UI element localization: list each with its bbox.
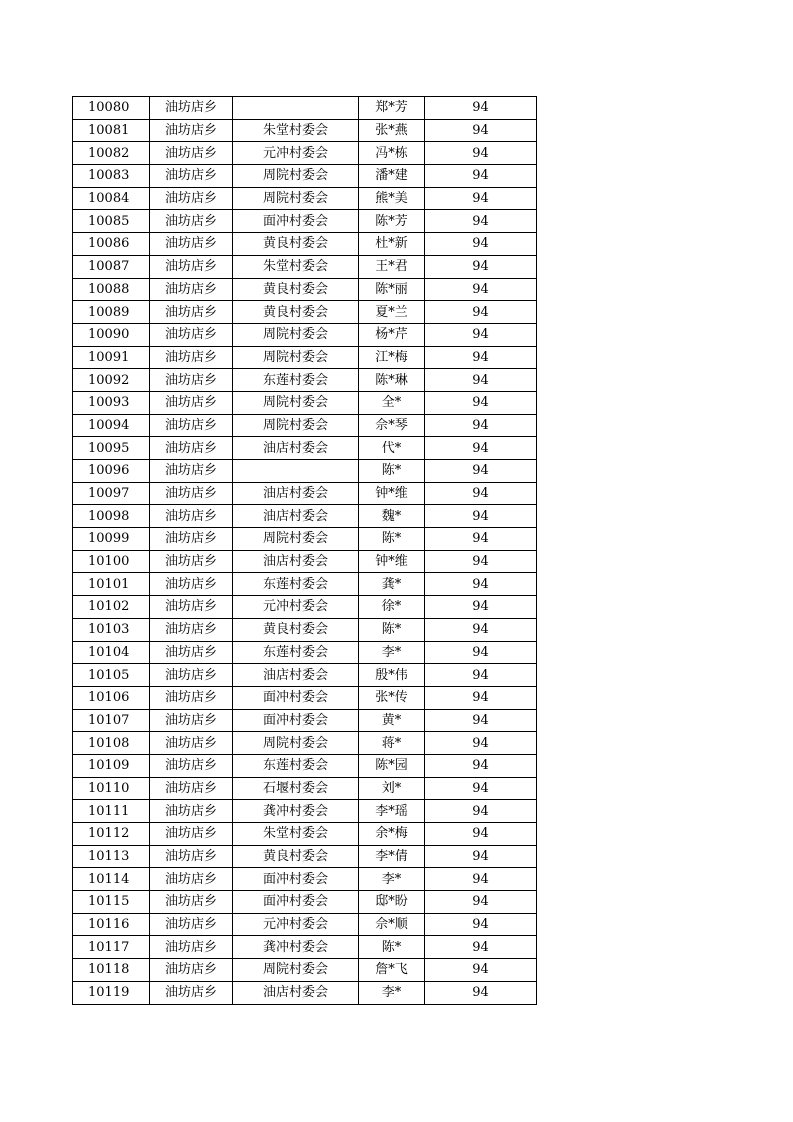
- person-name-cell: 郑*芳: [359, 97, 425, 120]
- township-cell: 油坊店乡: [150, 596, 233, 619]
- township-cell: 油坊店乡: [150, 686, 233, 709]
- village-committee-cell: 面冲村委会: [233, 891, 359, 914]
- score-cell: 94: [425, 936, 537, 959]
- person-name-cell: 李*倩: [359, 845, 425, 868]
- score-cell: 94: [425, 641, 537, 664]
- village-committee-cell: 面冲村委会: [233, 210, 359, 233]
- record-id-cell: 10110: [73, 777, 150, 800]
- person-name-cell: 江*梅: [359, 346, 425, 369]
- township-cell: 油坊店乡: [150, 732, 233, 755]
- township-cell: 油坊店乡: [150, 664, 233, 687]
- table-row: [73, 823, 537, 846]
- township-cell: 油坊店乡: [150, 959, 233, 982]
- township-cell: 油坊店乡: [150, 233, 233, 256]
- table-row: [73, 437, 537, 460]
- table-row: [73, 233, 537, 256]
- record-id-cell: 10091: [73, 346, 150, 369]
- township-cell: 油坊店乡: [150, 187, 233, 210]
- score-cell: 94: [425, 959, 537, 982]
- village-committee-cell: 石堰村委会: [233, 777, 359, 800]
- record-id-cell: 10094: [73, 414, 150, 437]
- score-cell: 94: [425, 437, 537, 460]
- record-id-cell: 10117: [73, 936, 150, 959]
- village-committee-cell: 周院村委会: [233, 323, 359, 346]
- table-row: [73, 936, 537, 959]
- record-id-cell: 10080: [73, 97, 150, 120]
- record-id-cell: 10082: [73, 142, 150, 165]
- score-cell: 94: [425, 278, 537, 301]
- table-row: [73, 664, 537, 687]
- record-id-cell: 10111: [73, 800, 150, 823]
- table-row: [73, 686, 537, 709]
- record-id-cell: 10119: [73, 981, 150, 1004]
- record-id-cell: 10100: [73, 550, 150, 573]
- person-name-cell: 陈*: [359, 528, 425, 551]
- person-name-cell: 冯*栋: [359, 142, 425, 165]
- score-cell: 94: [425, 346, 537, 369]
- table-row: [73, 868, 537, 891]
- township-cell: 油坊店乡: [150, 119, 233, 142]
- township-cell: 油坊店乡: [150, 528, 233, 551]
- record-id-cell: 10088: [73, 278, 150, 301]
- township-cell: 油坊店乡: [150, 323, 233, 346]
- village-committee-cell: 龚冲村委会: [233, 800, 359, 823]
- person-name-cell: 陈*: [359, 618, 425, 641]
- table-row: [73, 596, 537, 619]
- table-row: [73, 278, 537, 301]
- table-row: [73, 391, 537, 414]
- table-row: [73, 346, 537, 369]
- person-name-cell: 蒋*: [359, 732, 425, 755]
- record-id-cell: 10086: [73, 233, 150, 256]
- township-cell: 油坊店乡: [150, 641, 233, 664]
- record-id-cell: 10116: [73, 913, 150, 936]
- table-row: [73, 119, 537, 142]
- record-id-cell: 10102: [73, 596, 150, 619]
- person-name-cell: 殷*伟: [359, 664, 425, 687]
- person-name-cell: 陈*园: [359, 754, 425, 777]
- record-id-cell: 10101: [73, 573, 150, 596]
- township-cell: 油坊店乡: [150, 142, 233, 165]
- table-row: [73, 618, 537, 641]
- village-committee-cell: 面冲村委会: [233, 709, 359, 732]
- record-id-cell: 10105: [73, 664, 150, 687]
- village-committee-cell: 周院村委会: [233, 528, 359, 551]
- table-row: [73, 959, 537, 982]
- township-cell: 油坊店乡: [150, 346, 233, 369]
- data-table: [72, 96, 537, 1005]
- record-id-cell: 10113: [73, 845, 150, 868]
- score-cell: 94: [425, 528, 537, 551]
- township-cell: 油坊店乡: [150, 437, 233, 460]
- person-name-cell: 佘*顺: [359, 913, 425, 936]
- table-row: [73, 528, 537, 551]
- record-id-cell: 10115: [73, 891, 150, 914]
- person-name-cell: 夏*兰: [359, 301, 425, 324]
- village-committee-cell: 黄良村委会: [233, 233, 359, 256]
- table-row: [73, 800, 537, 823]
- township-cell: 油坊店乡: [150, 777, 233, 800]
- table-row: [73, 981, 537, 1004]
- table-row: [73, 255, 537, 278]
- person-name-cell: 邸*盼: [359, 891, 425, 914]
- table-row: [73, 505, 537, 528]
- person-name-cell: 张*传: [359, 686, 425, 709]
- township-cell: 油坊店乡: [150, 981, 233, 1004]
- village-committee-cell: 元冲村委会: [233, 596, 359, 619]
- record-id-cell: 10109: [73, 754, 150, 777]
- score-cell: 94: [425, 210, 537, 233]
- score-cell: 94: [425, 754, 537, 777]
- person-name-cell: 钟*维: [359, 550, 425, 573]
- table-row: [73, 573, 537, 596]
- score-cell: 94: [425, 868, 537, 891]
- township-cell: 油坊店乡: [150, 709, 233, 732]
- table-row: [73, 913, 537, 936]
- record-id-cell: 10106: [73, 686, 150, 709]
- record-id-cell: 10089: [73, 301, 150, 324]
- table-body: [73, 97, 537, 1005]
- village-committee-cell: 周院村委会: [233, 187, 359, 210]
- record-id-cell: 10114: [73, 868, 150, 891]
- village-committee-cell: 油店村委会: [233, 437, 359, 460]
- village-committee-cell: 面冲村委会: [233, 686, 359, 709]
- village-committee-cell: 油店村委会: [233, 981, 359, 1004]
- person-name-cell: 陈*: [359, 936, 425, 959]
- person-name-cell: 王*君: [359, 255, 425, 278]
- person-name-cell: 钟*维: [359, 482, 425, 505]
- township-cell: 油坊店乡: [150, 414, 233, 437]
- record-id-cell: 10112: [73, 823, 150, 846]
- table-row: [73, 641, 537, 664]
- table-row: [73, 187, 537, 210]
- township-cell: 油坊店乡: [150, 505, 233, 528]
- village-committee-cell: 油店村委会: [233, 550, 359, 573]
- record-id-cell: 10099: [73, 528, 150, 551]
- village-committee-cell: 元冲村委会: [233, 913, 359, 936]
- person-name-cell: 刘*: [359, 777, 425, 800]
- table-row: [73, 754, 537, 777]
- score-cell: 94: [425, 301, 537, 324]
- score-cell: 94: [425, 686, 537, 709]
- person-name-cell: 张*燕: [359, 119, 425, 142]
- village-committee-cell: 油店村委会: [233, 482, 359, 505]
- village-committee-cell: 黄良村委会: [233, 278, 359, 301]
- person-name-cell: 潘*建: [359, 165, 425, 188]
- township-cell: 油坊店乡: [150, 754, 233, 777]
- score-cell: 94: [425, 800, 537, 823]
- table-row: [73, 732, 537, 755]
- record-id-cell: 10107: [73, 709, 150, 732]
- table-row: [73, 142, 537, 165]
- person-name-cell: 佘*琴: [359, 414, 425, 437]
- score-cell: 94: [425, 777, 537, 800]
- village-committee-cell: 黄良村委会: [233, 301, 359, 324]
- score-cell: 94: [425, 913, 537, 936]
- score-cell: 94: [425, 165, 537, 188]
- score-cell: 94: [425, 255, 537, 278]
- record-id-cell: 10097: [73, 482, 150, 505]
- record-id-cell: 10108: [73, 732, 150, 755]
- village-committee-cell: [233, 460, 359, 483]
- township-cell: 油坊店乡: [150, 868, 233, 891]
- township-cell: 油坊店乡: [150, 936, 233, 959]
- record-id-cell: 10098: [73, 505, 150, 528]
- village-committee-cell: 朱堂村委会: [233, 255, 359, 278]
- record-id-cell: 10095: [73, 437, 150, 460]
- village-committee-cell: 东莲村委会: [233, 573, 359, 596]
- score-cell: 94: [425, 981, 537, 1004]
- village-committee-cell: 周院村委会: [233, 414, 359, 437]
- village-committee-cell: 周院村委会: [233, 165, 359, 188]
- person-name-cell: 李*: [359, 868, 425, 891]
- record-id-cell: 10103: [73, 618, 150, 641]
- score-cell: 94: [425, 618, 537, 641]
- record-id-cell: 10096: [73, 460, 150, 483]
- village-committee-cell: 周院村委会: [233, 391, 359, 414]
- score-cell: 94: [425, 709, 537, 732]
- township-cell: 油坊店乡: [150, 913, 233, 936]
- table-row: [73, 210, 537, 233]
- table-row: [73, 301, 537, 324]
- record-id-cell: 10092: [73, 369, 150, 392]
- village-committee-cell: 龚冲村委会: [233, 936, 359, 959]
- township-cell: 油坊店乡: [150, 165, 233, 188]
- person-name-cell: 余*梅: [359, 823, 425, 846]
- township-cell: 油坊店乡: [150, 618, 233, 641]
- score-cell: 94: [425, 460, 537, 483]
- table-row: [73, 97, 537, 120]
- record-id-cell: 10083: [73, 165, 150, 188]
- township-cell: 油坊店乡: [150, 460, 233, 483]
- record-id-cell: 10093: [73, 391, 150, 414]
- record-id-cell: 10081: [73, 119, 150, 142]
- village-committee-cell: 油店村委会: [233, 664, 359, 687]
- person-name-cell: 全*: [359, 391, 425, 414]
- township-cell: 油坊店乡: [150, 573, 233, 596]
- person-name-cell: 代*: [359, 437, 425, 460]
- table-row: [73, 550, 537, 573]
- person-name-cell: 熊*美: [359, 187, 425, 210]
- village-committee-cell: 黄良村委会: [233, 845, 359, 868]
- person-name-cell: 杨*芹: [359, 323, 425, 346]
- village-committee-cell: 黄良村委会: [233, 618, 359, 641]
- person-name-cell: 徐*: [359, 596, 425, 619]
- score-cell: 94: [425, 573, 537, 596]
- score-cell: 94: [425, 97, 537, 120]
- score-cell: 94: [425, 142, 537, 165]
- score-cell: 94: [425, 823, 537, 846]
- score-cell: 94: [425, 891, 537, 914]
- village-committee-cell: [233, 97, 359, 120]
- record-id-cell: 10087: [73, 255, 150, 278]
- score-cell: 94: [425, 187, 537, 210]
- township-cell: 油坊店乡: [150, 800, 233, 823]
- township-cell: 油坊店乡: [150, 210, 233, 233]
- village-committee-cell: 油店村委会: [233, 505, 359, 528]
- person-name-cell: 詹*飞: [359, 959, 425, 982]
- township-cell: 油坊店乡: [150, 278, 233, 301]
- record-id-cell: 10090: [73, 323, 150, 346]
- person-name-cell: 李*瑶: [359, 800, 425, 823]
- score-cell: 94: [425, 482, 537, 505]
- table-row: [73, 777, 537, 800]
- person-name-cell: 陈*: [359, 460, 425, 483]
- table-row: [73, 323, 537, 346]
- score-cell: 94: [425, 845, 537, 868]
- village-committee-cell: 周院村委会: [233, 346, 359, 369]
- score-cell: 94: [425, 414, 537, 437]
- person-name-cell: 陈*琳: [359, 369, 425, 392]
- score-cell: 94: [425, 505, 537, 528]
- person-name-cell: 陈*芳: [359, 210, 425, 233]
- village-committee-cell: 朱堂村委会: [233, 119, 359, 142]
- village-committee-cell: 面冲村委会: [233, 868, 359, 891]
- score-cell: 94: [425, 391, 537, 414]
- village-committee-cell: 朱堂村委会: [233, 823, 359, 846]
- score-cell: 94: [425, 233, 537, 256]
- township-cell: 油坊店乡: [150, 845, 233, 868]
- person-name-cell: 魏*: [359, 505, 425, 528]
- record-id-cell: 10118: [73, 959, 150, 982]
- score-cell: 94: [425, 369, 537, 392]
- record-id-cell: 10085: [73, 210, 150, 233]
- village-committee-cell: 东莲村委会: [233, 641, 359, 664]
- score-cell: 94: [425, 664, 537, 687]
- township-cell: 油坊店乡: [150, 891, 233, 914]
- person-name-cell: 龚*: [359, 573, 425, 596]
- table-row: [73, 891, 537, 914]
- township-cell: 油坊店乡: [150, 823, 233, 846]
- table-row: [73, 482, 537, 505]
- village-committee-cell: 东莲村委会: [233, 369, 359, 392]
- score-cell: 94: [425, 323, 537, 346]
- table-row: [73, 709, 537, 732]
- person-name-cell: 李*: [359, 641, 425, 664]
- township-cell: 油坊店乡: [150, 369, 233, 392]
- village-committee-cell: 元冲村委会: [233, 142, 359, 165]
- score-cell: 94: [425, 550, 537, 573]
- village-committee-cell: 周院村委会: [233, 959, 359, 982]
- score-cell: 94: [425, 119, 537, 142]
- score-cell: 94: [425, 732, 537, 755]
- township-cell: 油坊店乡: [150, 301, 233, 324]
- village-committee-cell: 东莲村委会: [233, 754, 359, 777]
- record-id-cell: 10104: [73, 641, 150, 664]
- person-name-cell: 陈*丽: [359, 278, 425, 301]
- table-row: [73, 845, 537, 868]
- table-row: [73, 460, 537, 483]
- person-name-cell: 杜*新: [359, 233, 425, 256]
- person-name-cell: 李*: [359, 981, 425, 1004]
- township-cell: 油坊店乡: [150, 391, 233, 414]
- score-cell: 94: [425, 596, 537, 619]
- township-cell: 油坊店乡: [150, 550, 233, 573]
- township-cell: 油坊店乡: [150, 482, 233, 505]
- village-committee-cell: 周院村委会: [233, 732, 359, 755]
- person-name-cell: 黄*: [359, 709, 425, 732]
- township-cell: 油坊店乡: [150, 97, 233, 120]
- table-row: [73, 165, 537, 188]
- record-id-cell: 10084: [73, 187, 150, 210]
- table-row: [73, 414, 537, 437]
- township-cell: 油坊店乡: [150, 255, 233, 278]
- table-row: [73, 369, 537, 392]
